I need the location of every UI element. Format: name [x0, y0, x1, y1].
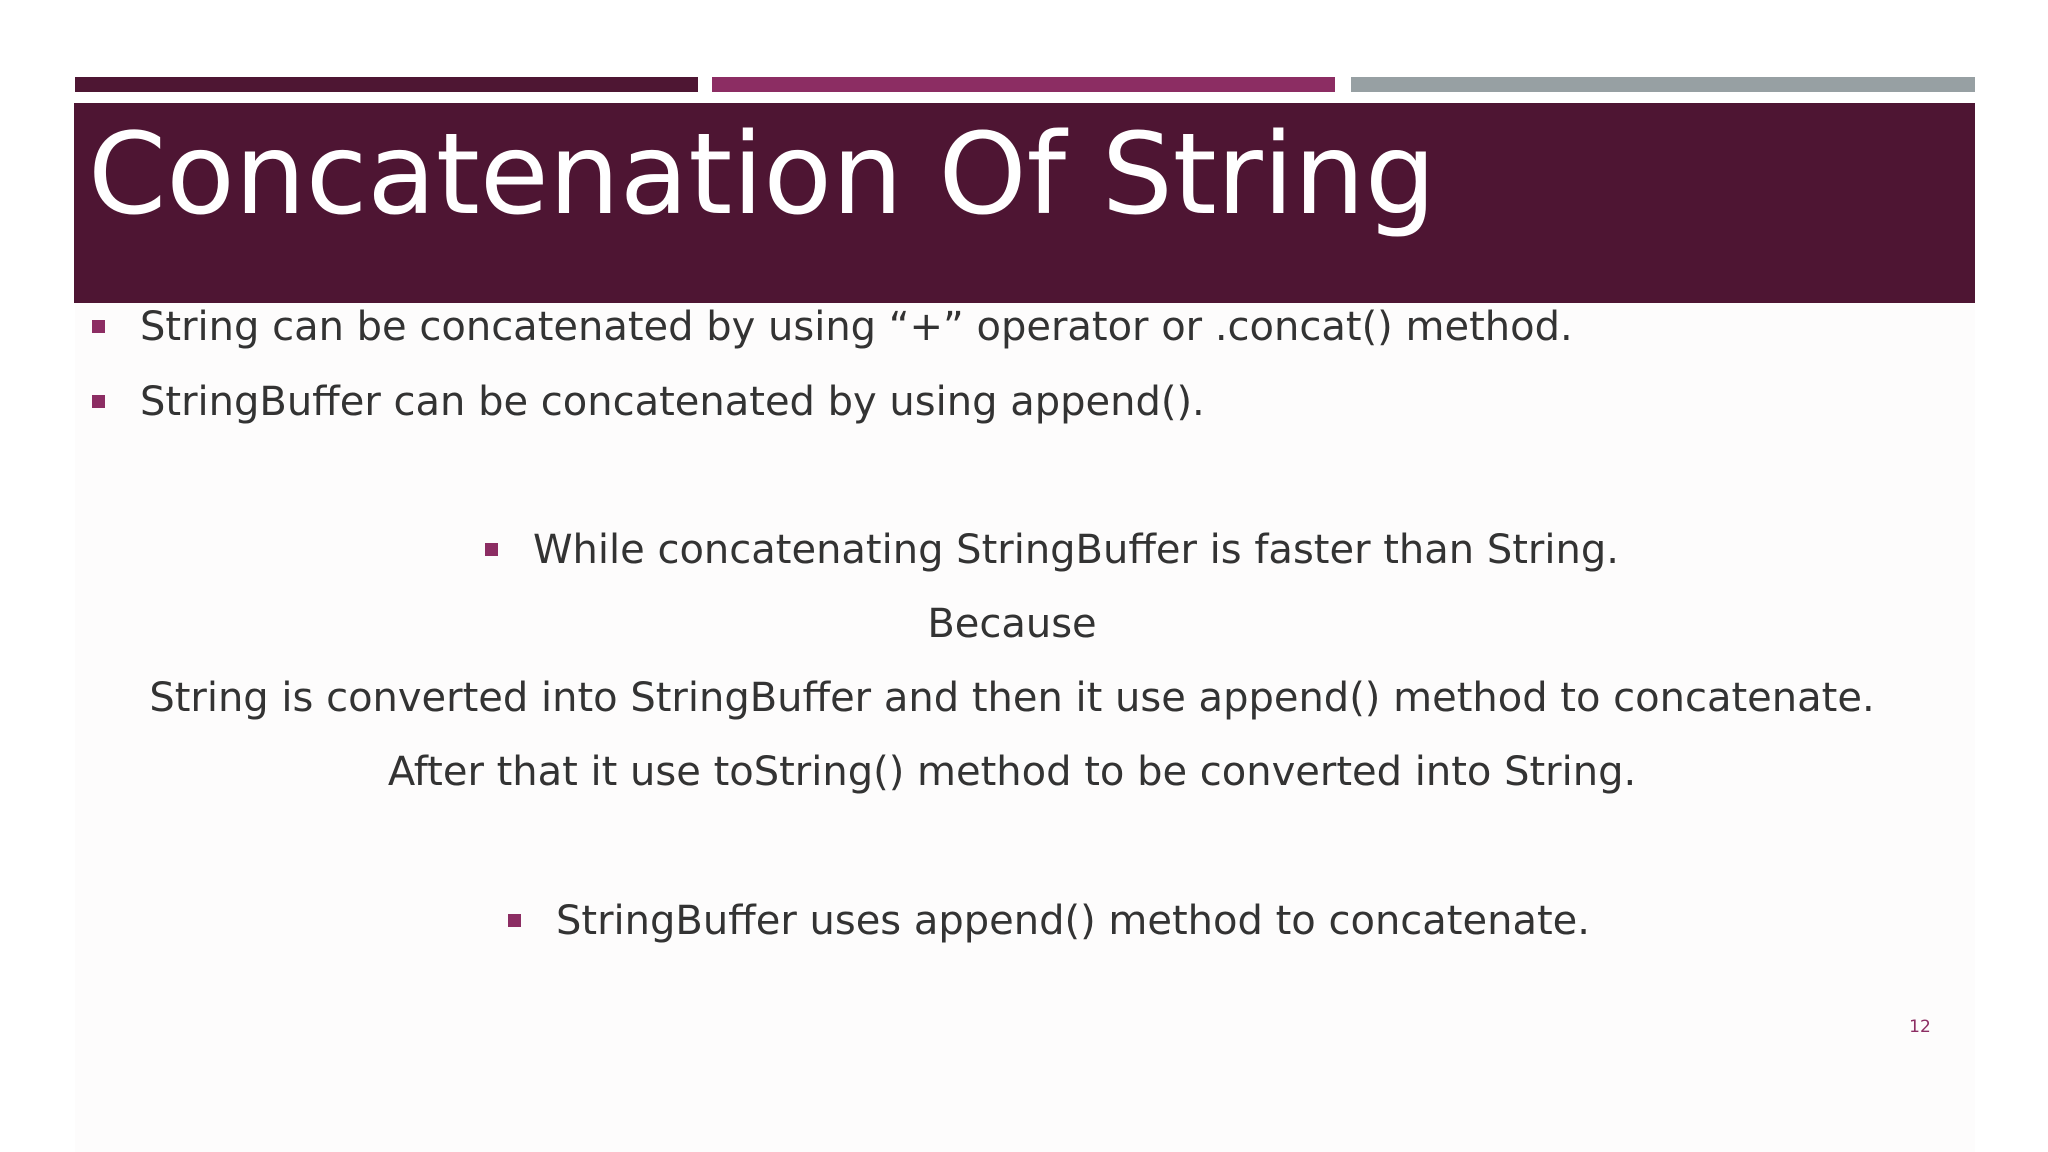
accent-bar-gray	[1351, 77, 1975, 92]
bullet-item-stringbuffer-concat: StringBuffer can be concatenated by using append().	[140, 379, 1205, 425]
square-bullet-icon	[92, 395, 105, 408]
page-number: 12	[1909, 1017, 1931, 1037]
centered-line-explanation: String is converted into StringBuffer and then it use append() method to concatenate.	[149, 675, 1875, 721]
slide-body-background	[75, 302, 1975, 1152]
centered-line-because: Because	[927, 601, 1097, 647]
square-bullet-icon	[92, 320, 105, 333]
bullet-item-faster: While concatenating StringBuffer is faster than String.	[533, 527, 1619, 573]
square-bullet-icon	[485, 543, 498, 556]
square-bullet-icon	[508, 914, 521, 927]
bullet-item-string-concat: String can be concatenated by using “+” operator or .concat() method.	[140, 304, 1573, 350]
bullet-item-append: StringBuffer uses append() method to concatenate.	[556, 898, 1590, 944]
accent-bar-dark	[75, 77, 698, 92]
slide-title: Concatenation Of String	[88, 110, 1436, 240]
centered-line-tostring: After that it use toString() method to be converted into String.	[387, 749, 1637, 795]
accent-bar-magenta	[712, 77, 1335, 92]
